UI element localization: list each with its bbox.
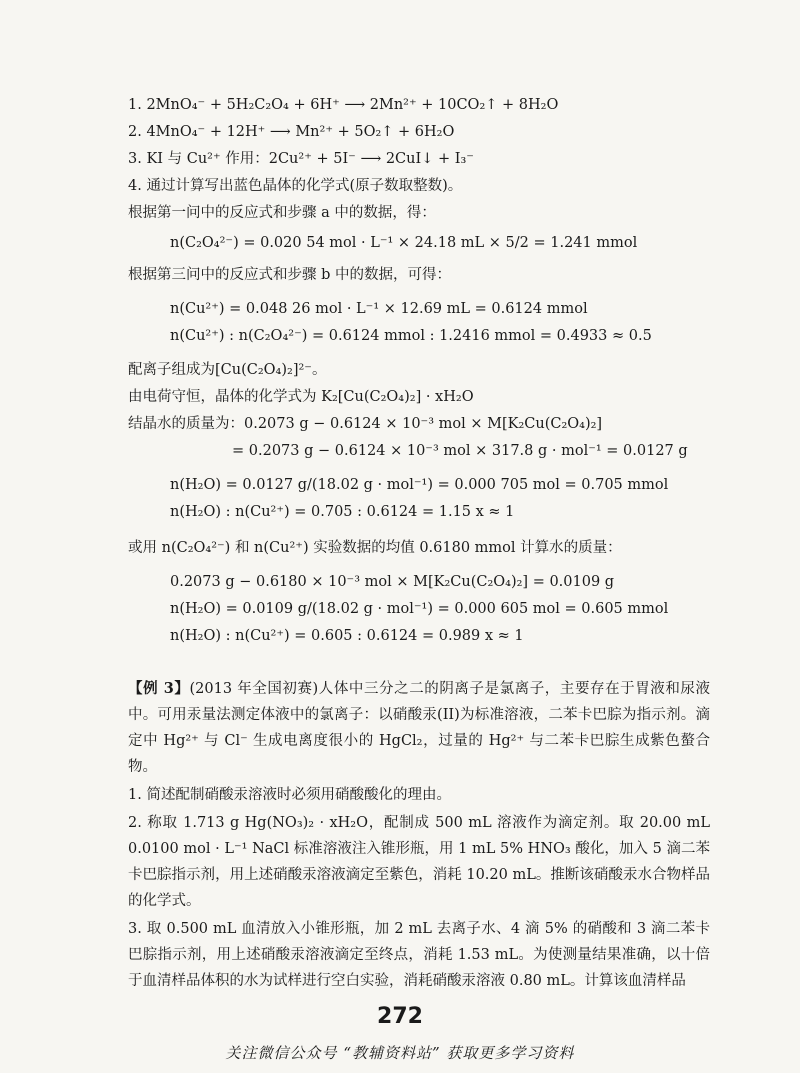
calc-copper: n(Cu²⁺) = 0.048 26 mol · L⁻¹ × 12.69 mL = 0.6124 mmol [170, 301, 588, 317]
water-mass-1: 结晶水的质量为：0.2073 g − 0.6124 × 10⁻³ mol × M[K₂Cu(C₂O₄)₂] [128, 416, 603, 432]
question-4-heading: 4. 通过计算写出蓝色晶体的化学式(原子数取整数)。 [128, 178, 463, 194]
alt-water-ratio: n(H₂O) : n(Cu²⁺) = 0.605 : 0.6124 = 0.989 x ≈ 1 [170, 628, 524, 644]
footer-note: 关注微信公众号 “教辅资料站” 获取更多学习资料 [225, 1044, 575, 1062]
charge-balance: 由电荷守恒，晶体的化学式为 K₂[Cu(C₂O₄)₂] · xH₂O [128, 389, 474, 405]
question-1: 1. 简述配制硝酸汞溶液时必须用硝酸酸化的理由。 [128, 787, 451, 803]
step-a-intro: 根据第一问中的反应式和步骤 a 中的数据，得： [128, 205, 436, 221]
alt-water-mass: 0.2073 g − 0.6180 × 10⁻³ mol × M[K₂Cu(C₂O₄)₂] = 0.0109 g [170, 574, 615, 590]
complex-ion: 配离子组成为[Cu(C₂O₄)₂]²⁻。 [128, 362, 327, 378]
water-mass-2: = 0.2073 g − 0.6124 × 10⁻³ mol × 317.8 g · mol⁻¹ = 0.0127 g [232, 443, 688, 459]
step-b-intro: 根据第三问中的反应式和步骤 b 中的数据，可得： [128, 267, 451, 283]
equation-2: 2. 4MnO₄⁻ + 12H⁺ ⟶ Mn²⁺ + 5O₂↑ + 6H₂O [128, 124, 455, 140]
calc-water-ratio: n(H₂O) : n(Cu²⁺) = 0.705 : 0.6124 = 1.15 x ≈ 1 [170, 504, 515, 520]
calc-water-moles: n(H₂O) = 0.0127 g/(18.02 g · mol⁻¹) = 0.000 705 mol = 0.705 mmol [170, 477, 669, 493]
equation-1: 1. 2MnO₄⁻ + 5H₂C₂O₄ + 6H⁺ ⟶ 2Mn²⁺ + 10CO₂↑ + 8H₂O [128, 97, 559, 113]
alternative-intro: 或用 n(C₂O₄²⁻) 和 n(Cu²⁺) 实验数据的均值 0.6180 mmol 计算水的质量： [128, 540, 622, 556]
page-number: 272 [377, 1004, 423, 1029]
example-label: 【例 3】 [128, 680, 190, 697]
question-2: 2. 称取 1.713 g Hg(NO₃)₂ · xH₂O，配制成 500 mL 溶液作为滴定剂。取 20.00 mL 0.0100 mol · L⁻¹ NaCl 标准溶液注入锥形瓶，用 1 mL 5% HNO₃ 酸化，加入 5 滴二苯卡巴腙指示剂，用上述硝酸汞溶液滴定至紫色，消耗 10.20 mL。推断该硝酸汞水合物样品的化学式。 [128, 815, 710, 909]
alt-water-moles: n(H₂O) = 0.0109 g/(18.02 g · mol⁻¹) = 0.000 605 mol = 0.605 mmol [170, 601, 669, 617]
question-3: 3. 取 0.500 mL 血清放入小锥形瓶，加 2 mL 去离子水、4 滴 5% 的硝酸和 3 滴二苯卡巴腙指示剂，用上述硝酸汞溶液滴定至终点，消耗 1.53 mL。为使测量结果准确，以十倍于血清样品体积的水为试样进行空白实验，消耗硝酸汞溶液 0.80 mL。计算该血清样品 [128, 921, 710, 989]
equation-3: 3. KI 与 Cu²⁺ 作用：2Cu²⁺ + 5I⁻ ⟶ 2CuI↓ + I₃⁻ [128, 151, 474, 167]
example-intro-text: (2013 年全国初赛)人体中三分之二的阴离子是氯离子，主要存在于胃液和尿液中。可用汞量法测定体液中的氯离子：以硝酸汞(II)为标准溶液，二苯卡巴腙为指示剂。滴定中 Hg²⁺ 与 Cl⁻ 生成电离度很小的 HgCl₂，过量的 Hg²⁺ 与二苯卡巴腙生成紫色螯合物。 [128, 681, 710, 775]
example-3-intro [128, 676, 710, 780]
calc-ratio: n(Cu²⁺) : n(C₂O₄²⁻) = 0.6124 mmol : 1.2416 mmol = 0.4933 ≈ 0.5 [170, 328, 652, 344]
calc-oxalate: n(C₂O₄²⁻) = 0.020 54 mol · L⁻¹ × 24.18 mL × 5/2 = 1.241 mmol [170, 235, 638, 251]
